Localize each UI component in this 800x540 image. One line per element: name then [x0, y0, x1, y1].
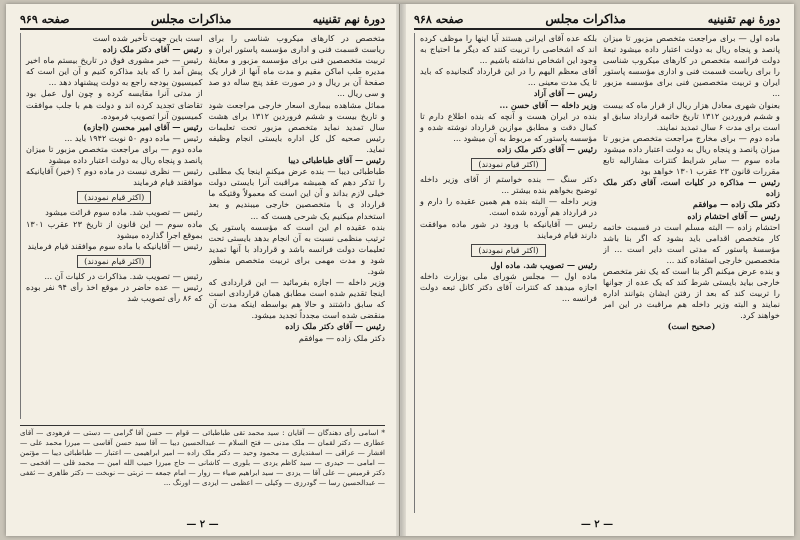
article-text: ماده دوم — برای مراجعت متخصص مزبور تا میزان پانصد و پنجاه ریال به دولت اعتبار داده میشود [26, 143, 203, 166]
right-header-title: مذاکرات مجلس [545, 12, 626, 26]
right-header-session: دورهٔ نهم تقنینیه [707, 13, 780, 26]
speaker-line: رئیس — مذاکره در کلیات است. آقای دکتر ملک زاده [603, 177, 780, 199]
paragraph: متخصص در کارهای میکروب شناسی را برای ریاست قسمت فنی و اداری مؤسسه پاستور ایران و تربیت متخصصین فنی برای مؤسسه مزبور و معاینهٔ مدیره طب اماکن مقیم و مدت ماه آنها از قرار یک صفحهٔ آن بر ریال و در صورت عقد پنج ساله دو صد و سی ریال ... [208, 33, 385, 99]
paragraph: طباطبائی دیبا — بنده عرض میکنم اینجا یک مطلبی را تذکر دهم که همیشه مراقبت آنرا بایستی دولت خیلی لازم بداند و آن این است که معمولاً وقتیکه ما قرارداد ی با متخصصین خارجی میبندیم و بعد استخدام میکنیم یک شرحی هست که ... [208, 166, 385, 221]
document-spread [6, 4, 794, 536]
vote-result-text: (اکثر قیام نمودند) [77, 191, 151, 204]
vote-result-text: (اکثر قیام نمودند) [471, 158, 545, 171]
speaker-line: رئیس — آقای آزاد [533, 88, 597, 99]
paragraph: و بنده عرض میکنم اگر بنا است که یک نفر متخصص خارجی بیاید بایستی شرط کند که یک عده از جوانها را تربیت کند که بعد از رفتن ایشان بتوانند اداره نمایند و البته وزیر داخله هم مراقبت در این امر خواهند کرد. [603, 265, 780, 321]
paragraph: از مدتی آنرا مقایسه کرده و چون اول عمل بود تقاضای تجدید کرده اند و دولت هم با جلب موافقت کمیسیون آنرا تصویب فرموده. [26, 88, 203, 121]
left-page-left-column [20, 33, 203, 419]
left-header-title: مذاکرات مجلس [150, 12, 232, 26]
vote-result-text: (اکثر قیام نمودند) [77, 255, 151, 268]
speaker-line: رئیس — آقای دکتر ملک زاده [285, 321, 385, 332]
book-gutter [396, 4, 406, 536]
paragraph: احتشام زاده — البته مسلم است در قسمت خاتمه کار متخصص اقدامی باید بشود که اگر بنا باشد مؤسسهٔ پاستور که مدتی است دایر است ... از متخصصین خارجی استفاده کند ... [603, 221, 780, 265]
left-header-session: دورهٔ نهم تقنینیه [312, 13, 385, 26]
speaker-line: رئیس — تصویب شد. ماده اول [490, 259, 597, 270]
left-header-page-label: صفحه ۹۶۹ [20, 13, 70, 26]
vote-result-box [26, 255, 203, 268]
speaker-line: رئیس — آقای احتشام زاده [687, 210, 780, 221]
vote-result-box [420, 158, 597, 171]
paragraph: رئیس — آقایانیکه با ماده سوم موافقند قیام فرمایند [27, 240, 203, 251]
speaker-line: رئیس — آقای دکتر ملک زاده [102, 44, 203, 55]
paragraph: رئیس — عده حاضر در موقع اخذ رأی ۹۴ نفر بوده که ۸۶ رأی تصویب شد [26, 281, 203, 304]
left-page-columns [20, 33, 385, 419]
speaker-line: رئیس — آقای طباطبائی دیبا [288, 155, 385, 166]
vote-result-box [420, 244, 597, 257]
paragraph: است باین جهت تأخیر شده است [92, 33, 203, 43]
article-text: ماده سوم — این قانون از تاریخ ۲۳ عقرب ۱۳۰۱ بموقع اجرا گذارده میشود [26, 218, 203, 240]
right-page-right-column [603, 33, 780, 513]
paragraph: رئیس — تصویب شد. مذاکرات در کلیات آن ... [44, 270, 203, 281]
paragraph: رئیس — آقایانیکه با ورود در شور ماده موافقت دارند قیام فرمایند [420, 218, 597, 240]
footnote-divider [20, 425, 385, 426]
interjection: (صحیح است) [667, 321, 716, 332]
paragraph: دکتر سنگ — بنده خواستم از آقای وزیر داخله توضیح بخواهم بنده بیشتر ... [420, 174, 597, 196]
paragraph: رئیس — ماده دوم ۵۰ نوبت ۱۹۴۲ باید ... [64, 132, 203, 143]
speaker-line: رئیس — آقای امیر محسن (اجازه) [83, 121, 203, 132]
article-text: ماده دوم — برای مخارج مراجعت متخصص مزبور تا میزان پانصد و پنجاه ریال به دولت اعتبار داده میشود [603, 132, 780, 154]
paragraph: بنده عقیده ام این است که مؤسسه پاستور یک ترتیب منظمی نسبت به آن انجام بدهد بایستی تحت تعلیمات دولت فرانسه باشد و قرارداد با آنها تمدید شود و مدت مهمی برای تربیت متخصص منظور شود. [208, 221, 385, 276]
paragraph: وزیر داخله — اجازه بفرمائید — این قراردادی که اینجا تقدیم شده است مطابق همان قراردادی است که سابق داشتند و حالا هم بواسطه اینکه مدت آن منقضی شده است مجدداً تجدید میشود. [208, 277, 385, 321]
vote-result-text: (اکثر قیام نمودند) [471, 244, 545, 257]
paragraph: وزیر داخله — البته بنده هم همین عقیده را دارم و در قرارداد هم آورده شده است. [420, 196, 597, 218]
paragraph: رئیس — تصویب شد. ماده سوم قرائت میشود [45, 207, 203, 218]
right-page-number: — ۲ — [580, 519, 614, 530]
right-page [400, 4, 794, 536]
article-text: ماده اول — مجلس شورای ملی بوزارت داخله اجازه میدهد که کنترات آقای دکتر کانل تبعه دولت فرانسه ... [420, 270, 597, 304]
right-header-page-label: صفحه ۹۶۸ [414, 13, 464, 26]
left-page-number: — ۲ — [186, 519, 219, 530]
right-page-header [414, 10, 780, 30]
paragraph: آقای معظم الیهم را در این قرارداد گنجانیده که باید تا یک مدت معینی ... [420, 66, 597, 88]
left-page [6, 4, 400, 536]
right-page-left-column [414, 33, 597, 513]
paragraph: رئیس — خبر مشوری فوق در تاریخ بیستم ماه اخیر پیش آمد را که باید مذاکره کنیم و آن این است که کمیسیون بودجه راجع به دولت پیشنهاد دهد ... [26, 55, 203, 88]
right-page-columns [414, 33, 780, 513]
paragraph: بلکه عده آقای ایرانی هستند آیا اینها را موظف کرده اند که اشخاصی را تربیت کنند که دیگر ما احتیاج به وجود این اشخاص نداشته باشیم ... [420, 33, 597, 66]
paragraph: بنده در ایران هست و آنچه که بنده اطلاع دارم تا کمال دقت و مطابق موازین قرارداد نوشته شده و مؤسسه پاستور که مربوط به آن میشود ... [420, 110, 597, 143]
left-page-header [20, 10, 385, 30]
paragraph: رئیس — نظری نیست در ماده دوم ؟ (خیر) آقایانیکه موافقند قیام فرمایند [26, 166, 203, 188]
speaker-line: رئیس — آقای دکتر ملک زاده [497, 143, 597, 154]
article-text: ماده سوم — سایر شرایط کنترات مشارالیه تابع مقررات قانون ۲۳ عقرب ۱۳۰۱ خواهد بود [603, 155, 780, 177]
paragraph: ماده اول — برای مراجعت متخصص مزبور تا میزان پانصد و پنجاه ریال به دولت اعتبار داده میشود تبعهٔ دولت فرانسه متخصص در کارهای میکروب شناسی را برای ریاست قسمت فنی و اداری مؤسسه پاستور ایران و تربیت متخصصین فنی برای مؤسسه مزبور ... [603, 33, 780, 99]
speaker-line: دکتر ملک زاده — موافقم [692, 199, 780, 210]
footnotes: * اسامی رأی دهندگان — آقایان : سید محمد تقی طباطبائی — قوام — حسن آقا گرامی — دستی — فرهودی — آقای عطاری — دکتر لقمان — ملک مدنی — فتح السلام — عبدالحسین دیبا — آقا سید حسن آقاسی — میرزا محمد علی — افشار — عراقی — اسفندیاری — محمود وحید — دکتر ملک زاده — امیر ابراهیمی — اعتبار — طباطبائی دیبا — مؤتمن — امامی — حیدری — سید کاظم یزدی — بلوری — کاشانی — حاج میرزا حبیب الله امین — محمد قلی — افخمی — دکتر قرمیس — علی آقا — یزدی — سید ابراهیم ضیاء — زوار — امام جمعه — تربتی — نوبخت — دکتر طاهری — ثقفی — عبدالحسین رسا — گودرزی — وکیلی — اعظمی — ایزدی — اورنگ ... [20, 428, 385, 487]
speaker-line: وزیر داخله — آقای حسن ... [499, 99, 597, 110]
paragraph: بعنوان شهری معادل هزار ریال از قرار ماه که بیست و ششم فروردین ۱۳۱۲ تاریخ خاتمه قرارداد سابق او است برای مدت ۶ سال تمدید نمایند. [603, 99, 780, 132]
vote-result-box [26, 191, 203, 204]
paragraph: دکتر ملک زاده — موافقم [298, 332, 385, 343]
paragraph: مماثل مشاهده بیماری اسعار خارجی مراجعت شود و تاریخ بیست و ششم فروردین ۱۳۱۲ برای هشت سال تمدید نماید متخصص مزبور تحت تعلیمات رئیس صحیه کل کل اداره بایستی انجام وظیفه نماید. [208, 99, 385, 154]
left-page-right-column [209, 33, 386, 419]
